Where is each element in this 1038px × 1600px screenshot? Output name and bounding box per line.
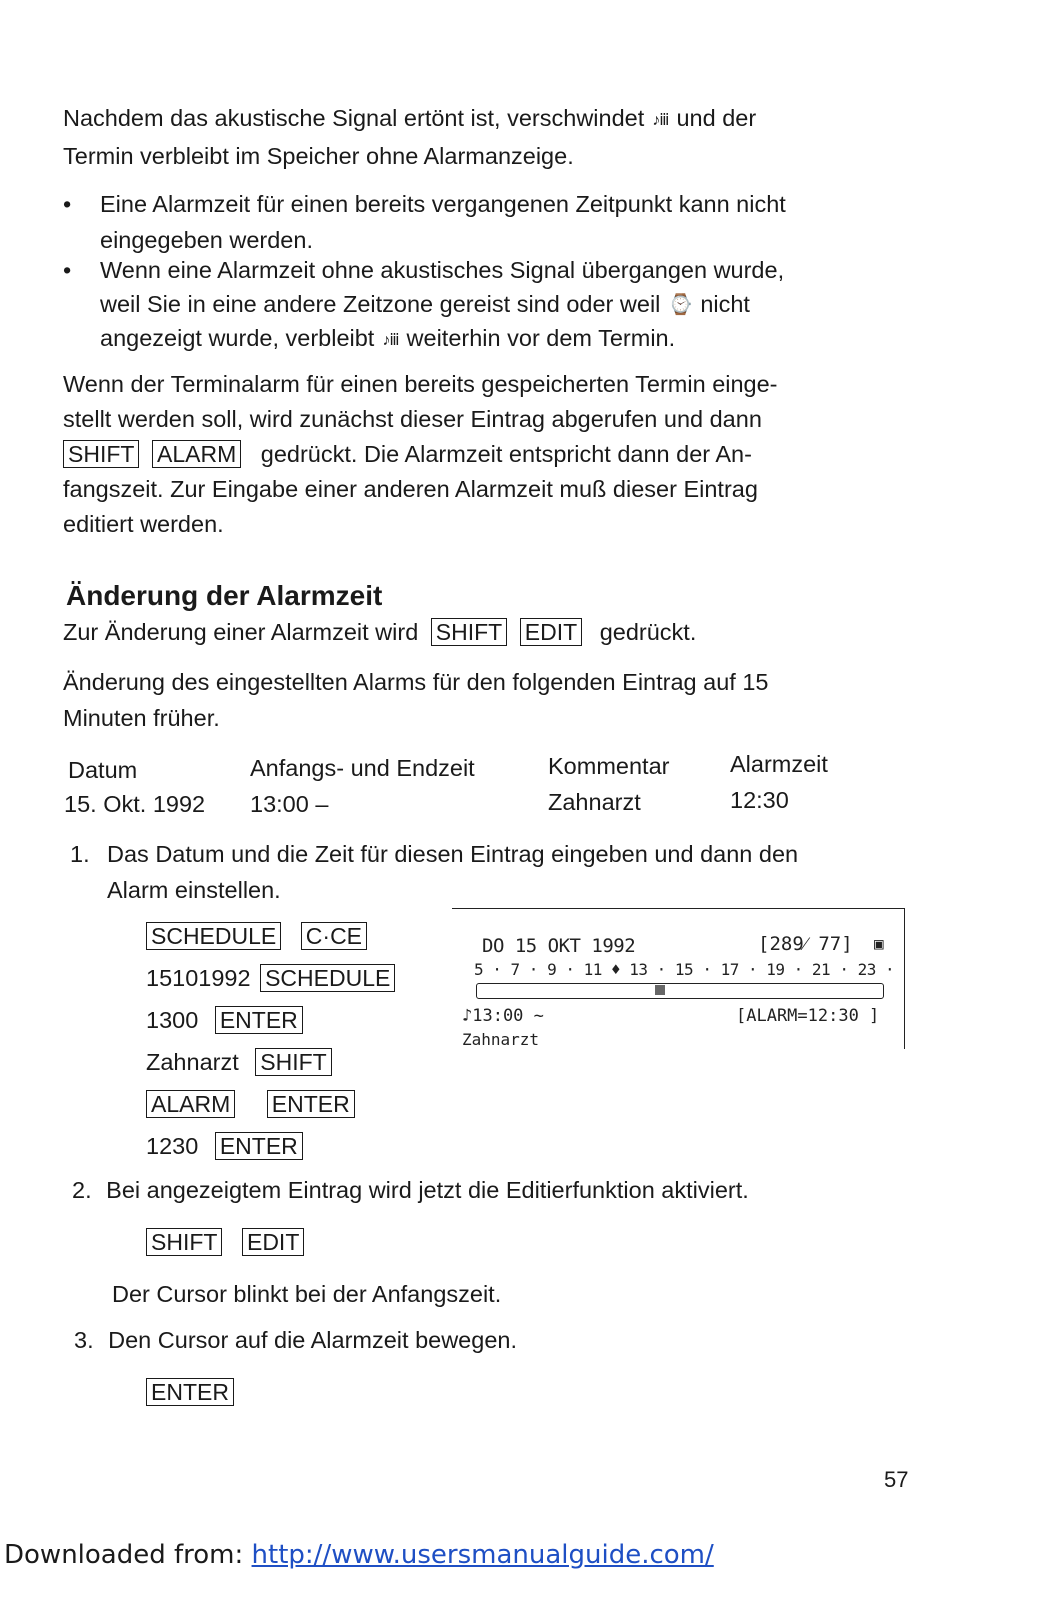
alarm-key: ALARM <box>152 440 241 468</box>
alarm-key: ALARM <box>146 1090 235 1118</box>
lcd-display <box>452 908 905 1049</box>
step1-keys-3: 1300 ENTER <box>146 1002 306 1038</box>
lcd-comment: Zahnarzt <box>462 1030 540 1049</box>
para2-line-5: editiert werden. <box>63 511 224 537</box>
alarm-bell-icon: ♪ⅲ <box>382 332 399 349</box>
step2-note: Der Cursor blinkt bei der Anfangszeit. <box>112 1281 502 1307</box>
enter-key: ENTER <box>146 1378 234 1406</box>
shift-key: SHIFT <box>431 618 507 646</box>
para2-line-4: fangszeit. Zur Eingabe einer anderen Alarmzeit muß dieser Eintrag <box>63 476 758 502</box>
table-header-zeit: Anfangs- und Endzeit <box>250 755 475 781</box>
example-line-2: Minuten früher. <box>63 705 220 731</box>
alarm-clock-icon: ⌚ <box>668 294 693 316</box>
table-cell-datum: 15. Okt. 1992 <box>64 791 206 817</box>
step1-keys-4: Zahnarzt SHIFT <box>146 1044 335 1080</box>
download-footer <box>4 1538 714 1572</box>
cce-key: C·CE <box>301 922 367 950</box>
lcd-alarm: [ALARM=12:30 ] <box>736 1006 880 1026</box>
footer-prefix: Downloaded from: <box>4 1540 244 1570</box>
section-line-1: Zur Änderung einer Alarmzeit wird SHIFT EDIT gedrückt. <box>63 619 697 645</box>
lcd-time-bar-fill <box>655 985 665 995</box>
section-heading: Änderung der Alarmzeit <box>66 580 383 611</box>
shift-key: SHIFT <box>255 1048 331 1076</box>
footer-link[interactable]: http://www.usersmanualguide.com/ <box>251 1540 714 1570</box>
table-cell-alarmzeit: 12:30 <box>730 787 789 813</box>
table-cell-kommentar: Zahnarzt <box>548 789 641 815</box>
para2-line-1: Wenn der Terminalarm für einen bereits gespeicherten Termin einge- <box>63 371 778 397</box>
edit-key: EDIT <box>520 618 582 646</box>
shift-key: SHIFT <box>146 1228 222 1256</box>
intro-line-2: Termin verbleibt im Speicher ohne Alarmanzeige. <box>63 143 574 169</box>
edit-key: EDIT <box>242 1228 304 1256</box>
table-header-kommentar: Kommentar <box>548 753 670 779</box>
schedule-key: SCHEDULE <box>260 964 395 992</box>
enter-key: ENTER <box>215 1006 303 1034</box>
step1-keys-6: 1230 ENTER <box>146 1128 306 1164</box>
schedule-key: SCHEDULE <box>146 922 281 950</box>
step-3: 3. Den Cursor auf die Alarmzeit bewegen. <box>74 1327 517 1353</box>
bullet-dot-icon: • <box>63 257 72 283</box>
table-cell-zeit: 13:00 – <box>250 791 329 817</box>
page-number: 57 <box>884 1467 909 1492</box>
shift-key: SHIFT <box>63 440 139 468</box>
lcd-hour-scale: 5 · 7 · 9 · 11 ♦ 13 · 15 · 17 · 19 · 21 · 23 · <box>474 960 895 979</box>
step3-keys <box>146 1374 237 1410</box>
step1-keys-5 <box>146 1086 358 1122</box>
example-line-1: Änderung des eingestellten Alarms für den folgenden Eintrag auf 15 <box>63 669 769 695</box>
enter-key: ENTER <box>267 1090 355 1118</box>
lcd-counter: [289⁄ 77] <box>758 933 853 955</box>
table-header-alarmzeit: Alarmzeit <box>730 751 828 777</box>
step2-keys <box>146 1224 307 1260</box>
para2-line-3: SHIFT ALARM gedrückt. Die Alarmzeit entspricht dann der An- <box>63 436 893 472</box>
enter-key: ENTER <box>215 1132 303 1160</box>
step-1: 1. Das Datum und die Zeit für diesen Eintrag eingeben und dann den Alarm einstellen. <box>70 841 799 903</box>
para2-line-2: stellt werden soll, wird zunächst dieser Eintrag abgerufen und dann <box>63 406 762 432</box>
lcd-time-bar <box>476 983 884 999</box>
lcd-mode-icon: ▣ <box>874 934 884 953</box>
alarm-bell-icon: ♪ⅲ <box>652 112 669 129</box>
lcd-date: DO 15 OKT 1992 <box>482 935 636 957</box>
step1-keys-2: 15101992 SCHEDULE <box>146 960 398 996</box>
step1-keys-1 <box>146 918 370 954</box>
lcd-entry-time: ♪13:00 ~ <box>462 1006 544 1026</box>
intro-line-1: Nachdem das akustische Signal ertönt ist, verschwindet ♪ⅲ und der <box>63 100 893 139</box>
bullet-dot-icon: • <box>63 191 72 217</box>
table-header-datum: Datum <box>68 757 138 783</box>
step-2: 2. Bei angezeigtem Eintrag wird jetzt die Editierfunktion aktiviert. <box>72 1177 749 1203</box>
